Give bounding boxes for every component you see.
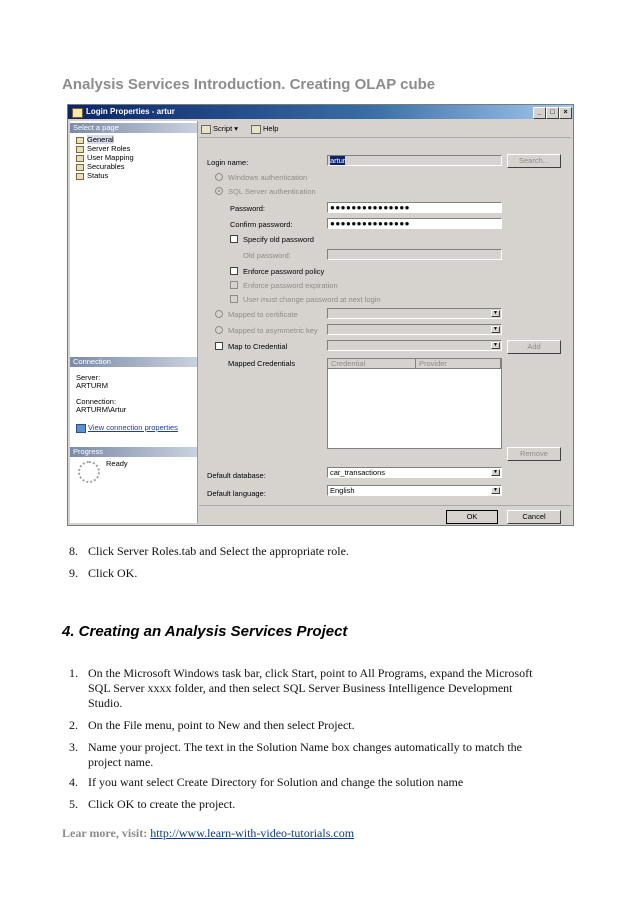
mapped-credentials-label: Mapped Credentials bbox=[228, 359, 296, 368]
password-label: Password: bbox=[230, 204, 266, 213]
password-field[interactable]: ●●●●●●●●●●●●●●● bbox=[327, 202, 502, 213]
dialog-titlebar[interactable] bbox=[68, 105, 573, 119]
footer-link[interactable]: http://www.learn-with-video-tutorials.com bbox=[150, 826, 355, 840]
enforce-policy-label: Enforce password policy bbox=[243, 267, 325, 276]
maximize-button[interactable]: □ bbox=[546, 107, 559, 119]
combo-arrow-icon[interactable]: ▼ bbox=[491, 469, 500, 476]
page-item-status[interactable]: Status bbox=[76, 171, 108, 180]
remove-button[interactable]: Remove bbox=[507, 447, 561, 461]
combo-arrow-icon[interactable]: ▼ bbox=[491, 310, 500, 317]
cancel-button[interactable]: Cancel bbox=[507, 510, 561, 524]
specify-old-password-checkbox[interactable] bbox=[230, 235, 238, 243]
combo-arrow-icon[interactable]: ▼ bbox=[491, 487, 500, 494]
certificate-combo[interactable] bbox=[327, 308, 502, 319]
credential-column-header[interactable]: Credential bbox=[328, 359, 416, 369]
connection-label: Connection: bbox=[76, 397, 117, 406]
list-item: 8. Click Server Roles.tab and Select the appropriate role. bbox=[69, 544, 349, 558]
enforce-policy-checkbox[interactable] bbox=[230, 267, 238, 275]
windows-auth-label: Windows authentication bbox=[228, 173, 308, 182]
sql-auth-label: SQL Server authentication bbox=[228, 187, 316, 196]
mapped-certificate-label: Mapped to certificate bbox=[228, 310, 298, 319]
progress-status: Ready bbox=[106, 459, 128, 468]
page-item-user-mapping[interactable]: User Mapping bbox=[76, 153, 134, 162]
toolbar bbox=[199, 121, 571, 138]
list-item: 5. Click OK to create the project. bbox=[69, 797, 236, 811]
old-password-field[interactable] bbox=[327, 249, 502, 260]
must-change-label: User must change password at next login bbox=[243, 295, 381, 304]
progress-area bbox=[70, 449, 197, 499]
list-item: 4. If you want select Create Directory for Solution and change the solution name bbox=[69, 775, 464, 789]
mapped-certificate-radio[interactable] bbox=[215, 310, 223, 318]
connection-value: ARTURM\Artur bbox=[76, 405, 127, 414]
page-item-server-roles[interactable]: Server Roles bbox=[76, 144, 130, 153]
left-pane bbox=[70, 121, 198, 523]
page-icon bbox=[76, 155, 84, 162]
ok-button[interactable]: OK bbox=[446, 510, 498, 524]
page-item-securables[interactable]: Securables bbox=[76, 162, 125, 171]
must-change-checkbox[interactable] bbox=[230, 295, 238, 303]
minimize-button[interactable]: _ bbox=[533, 107, 546, 119]
script-button[interactable]: Script ▾ bbox=[201, 124, 238, 134]
page-icon bbox=[76, 173, 84, 180]
footer bbox=[62, 826, 354, 841]
dialog-title: Login Properties - artur bbox=[86, 107, 175, 116]
progress-spinner-icon bbox=[78, 461, 100, 483]
credential-combo[interactable] bbox=[327, 340, 502, 351]
close-button[interactable]: × bbox=[559, 107, 572, 119]
section-heading: 4. Creating an Analysis Services Project bbox=[62, 623, 348, 640]
combo-arrow-icon[interactable]: ▼ bbox=[491, 342, 500, 349]
list-item: 3. Name your project. The text in the Solution Name box changes automatically to match the project name. bbox=[69, 740, 522, 769]
sql-auth-radio[interactable] bbox=[215, 187, 223, 195]
server-label: Server: bbox=[76, 373, 101, 382]
list-item: 2. On the File menu, point to New and then select Project. bbox=[69, 718, 355, 732]
right-pane bbox=[199, 121, 571, 523]
select-page-header: Select a page bbox=[70, 123, 197, 133]
document-title: Analysis Services Introduction. Creating OLAP cube bbox=[62, 76, 436, 93]
page-icon bbox=[76, 137, 84, 144]
combo-arrow-icon[interactable]: ▼ bbox=[491, 326, 500, 333]
mapped-asymmetric-label: Mapped to asymmetric key bbox=[228, 326, 318, 335]
default-language-select[interactable]: English ▼ bbox=[327, 485, 502, 496]
login-name-label: Login name: bbox=[207, 158, 249, 167]
help-icon bbox=[251, 125, 261, 134]
connection-header: Connection bbox=[70, 357, 197, 367]
footer-label: Lear more, visit: bbox=[62, 826, 148, 840]
enforce-expiration-label: Enforce password expiration bbox=[243, 281, 338, 290]
confirm-password-field[interactable]: ●●●●●●●●●●●●●●● bbox=[327, 218, 502, 229]
old-password-label: Old password: bbox=[243, 251, 291, 260]
list-item: 1. On the Microsoft Windows task bar, click Start, point to All Programs, expand the Microsoft SQL Server xxxx folder, and then select SQL Server Business Intelligence Development Studio. bbox=[69, 666, 533, 710]
confirm-password-label: Confirm password: bbox=[230, 220, 293, 229]
list-item: 9. Click OK. bbox=[69, 566, 138, 580]
login-window-icon bbox=[72, 108, 83, 118]
script-dropdown-icon[interactable]: ▾ bbox=[234, 124, 239, 133]
properties-icon bbox=[76, 424, 86, 433]
page-icon bbox=[76, 164, 84, 171]
asymmetric-key-combo[interactable] bbox=[327, 324, 502, 335]
default-database-select[interactable]: car_transactions ▼ bbox=[327, 467, 502, 478]
default-language-label: Default language: bbox=[207, 489, 266, 498]
map-credential-label: Map to Credential bbox=[228, 342, 288, 351]
add-button[interactable]: Add bbox=[507, 340, 561, 354]
page-item-general[interactable]: General bbox=[76, 135, 114, 144]
mapped-asymmetric-radio[interactable] bbox=[215, 326, 223, 334]
windows-auth-radio[interactable] bbox=[215, 173, 223, 181]
login-name-field[interactable]: artur bbox=[327, 155, 502, 166]
enforce-expiration-checkbox[interactable] bbox=[230, 281, 238, 289]
progress-header: Progress bbox=[70, 447, 197, 457]
footer-divider bbox=[199, 505, 571, 506]
mapped-credentials-grid[interactable] bbox=[327, 358, 502, 449]
default-database-label: Default database: bbox=[207, 471, 266, 480]
login-properties-dialog bbox=[67, 104, 574, 526]
view-connection-properties[interactable]: View connection properties bbox=[76, 423, 178, 433]
server-value: ARTURM bbox=[76, 381, 108, 390]
specify-old-password-label: Specify old password bbox=[243, 235, 314, 244]
search-button[interactable]: Search... bbox=[507, 154, 561, 168]
script-icon bbox=[201, 125, 211, 134]
map-credential-checkbox[interactable] bbox=[215, 342, 223, 350]
provider-column-header[interactable]: Provider bbox=[416, 359, 501, 369]
page-icon bbox=[76, 146, 84, 153]
help-button[interactable]: Help bbox=[251, 124, 278, 134]
